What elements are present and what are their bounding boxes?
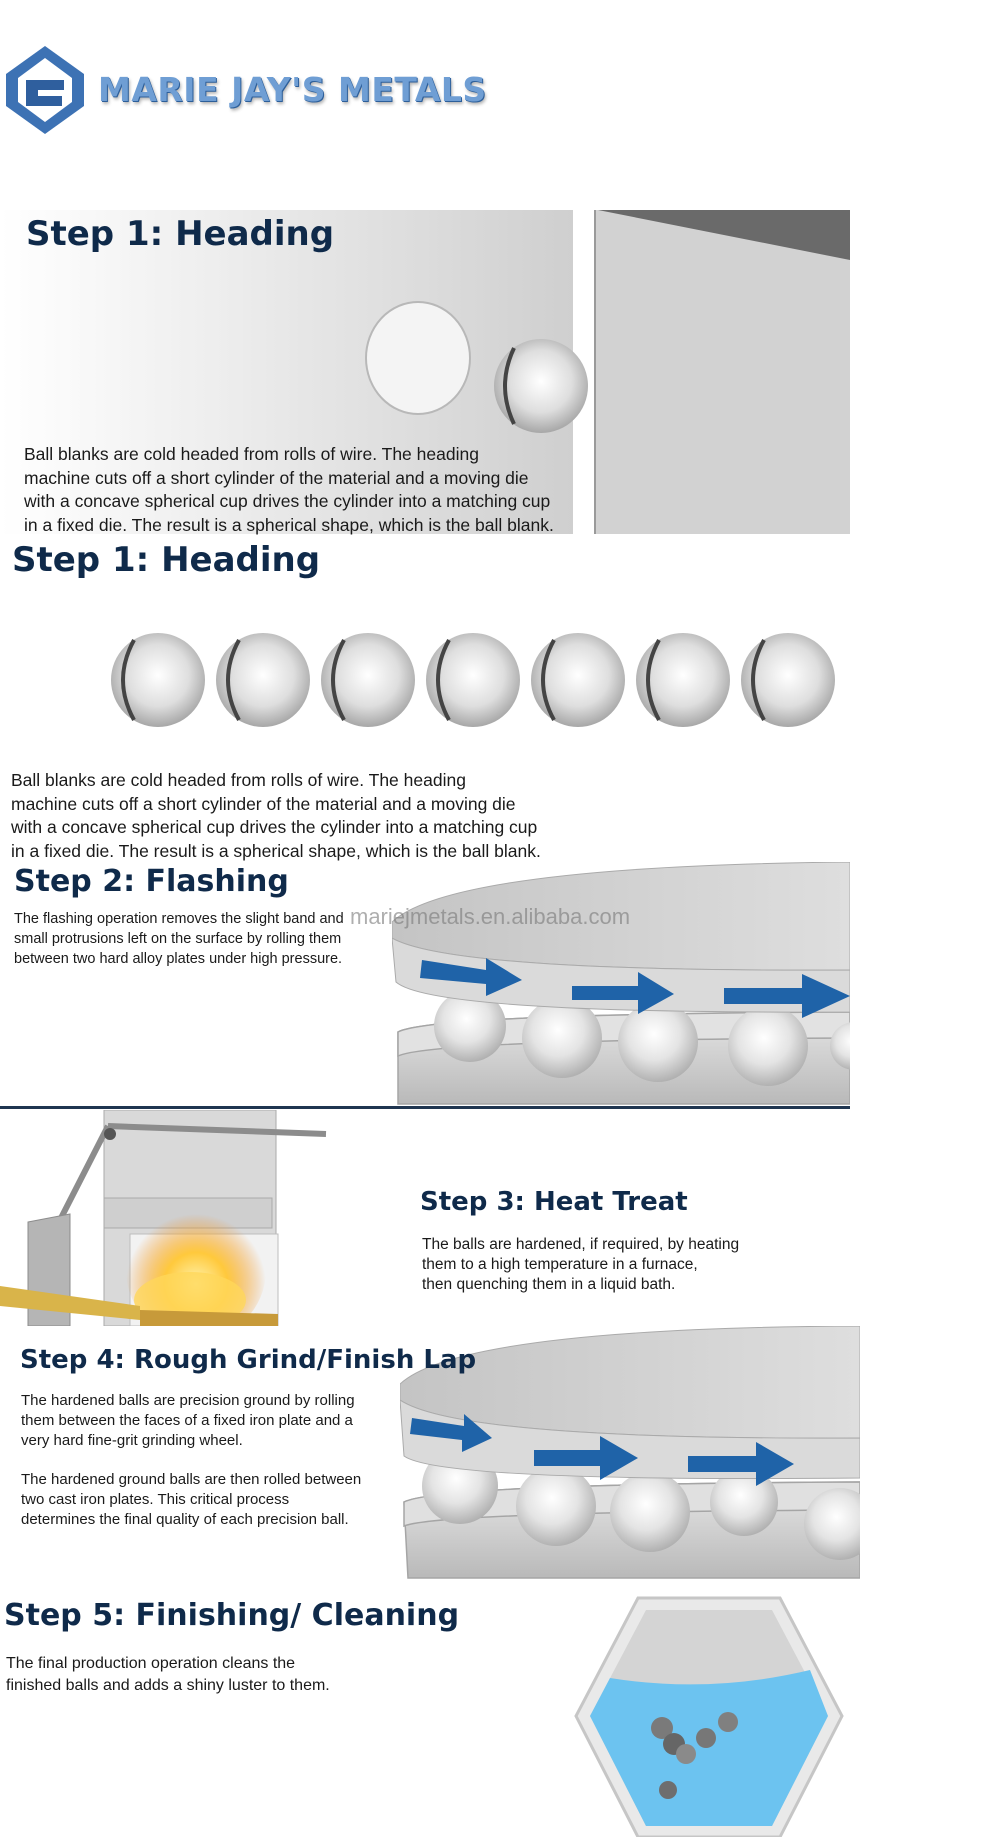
brand-name: MARIE JAY'S METALS	[98, 70, 487, 109]
ball-blank	[111, 633, 205, 727]
text-line: with a concave spherical cup drives the cylinder into a matching cup	[11, 817, 538, 837]
text-line: determines the final quality of each precision ball.	[21, 1511, 349, 1528]
step3-description	[422, 1235, 739, 1295]
text-line: The hardened ground balls are then rolled between	[21, 1471, 362, 1488]
text-line: small protrusions left on the surface by rolling them	[14, 931, 342, 947]
step3-title: Step 3: Heat Treat	[420, 1187, 688, 1217]
text-line: between two hard alloy plates under high pressure.	[14, 951, 343, 967]
text-line: them to a high temperature in a furnace,	[422, 1256, 698, 1273]
ball-blank	[636, 633, 730, 727]
step4-title: Step 4: Rough Grind/Finish Lap	[20, 1345, 477, 1375]
furnace-illustration	[0, 1110, 340, 1326]
step1b-title: Step 1: Heading	[12, 540, 321, 580]
step5-title: Step 5: Finishing/ Cleaning	[4, 1598, 460, 1633]
step4-description	[21, 1391, 355, 1451]
ball-blank	[216, 633, 310, 727]
text-line: very hard fine-grit grinding wheel.	[21, 1432, 243, 1449]
ball-blanks-row	[110, 626, 850, 736]
text-line: finished balls and adds a shiny luster to them.	[6, 1677, 330, 1694]
text-line: them between the faces of a fixed iron plate and a	[21, 1412, 353, 1429]
text-line: in a fixed die. The result is a spherical shape, which is the ball blank.	[11, 840, 541, 861]
step1-description	[24, 443, 554, 537]
text-line: with a concave spherical cup drives the cylinder into a matching cup	[24, 491, 551, 511]
step1b-description	[11, 769, 541, 863]
ball-blank	[531, 633, 625, 727]
text-line: machine cuts off a short cylinder of the material and a moving die	[24, 467, 529, 488]
step2-description	[14, 909, 344, 969]
ball-blank	[426, 633, 520, 727]
section-divider	[0, 1106, 850, 1109]
text-line: two cast iron plates. This critical process	[21, 1491, 290, 1508]
ball-blanks-illustration	[110, 626, 850, 736]
step1-title: Step 1: Heading	[26, 214, 335, 254]
text-line: in a fixed die. The result is a spherical shape, which is the ball blank.	[24, 514, 554, 535]
logo-mark-icon	[4, 44, 86, 136]
text-line: Ball blanks are cold headed from rolls of wire. The heading	[11, 770, 466, 790]
text-line: The balls are hardened, if required, by heating	[422, 1236, 740, 1253]
tumbler	[570, 1594, 850, 1837]
watermark: mariejmetals.en.alibaba.com	[350, 904, 631, 929]
text-line: machine cuts off a short cylinder of the material and a moving die	[11, 793, 516, 814]
furnace	[0, 1110, 340, 1326]
text-line: Ball blanks are cold headed from rolls of wire. The heading	[24, 444, 479, 464]
text-line: The hardened balls are precision ground by rolling	[21, 1392, 355, 1409]
flashing-plates	[392, 862, 850, 1108]
ball-blank	[321, 633, 415, 727]
flashing-plates-illustration	[392, 862, 850, 1108]
text-line: then quenching them in a liquid bath.	[422, 1276, 676, 1293]
step4-description-2	[21, 1470, 361, 1530]
text-line: The final production operation cleans the	[6, 1655, 296, 1672]
brand-logo-mark	[4, 44, 86, 136]
step2-title: Step 2: Flashing	[14, 864, 289, 899]
ball-blank	[741, 633, 835, 727]
text-line: The flashing operation removes the slight band and	[14, 911, 344, 927]
tumbler-illustration	[570, 1594, 850, 1837]
step5-description	[6, 1653, 330, 1697]
